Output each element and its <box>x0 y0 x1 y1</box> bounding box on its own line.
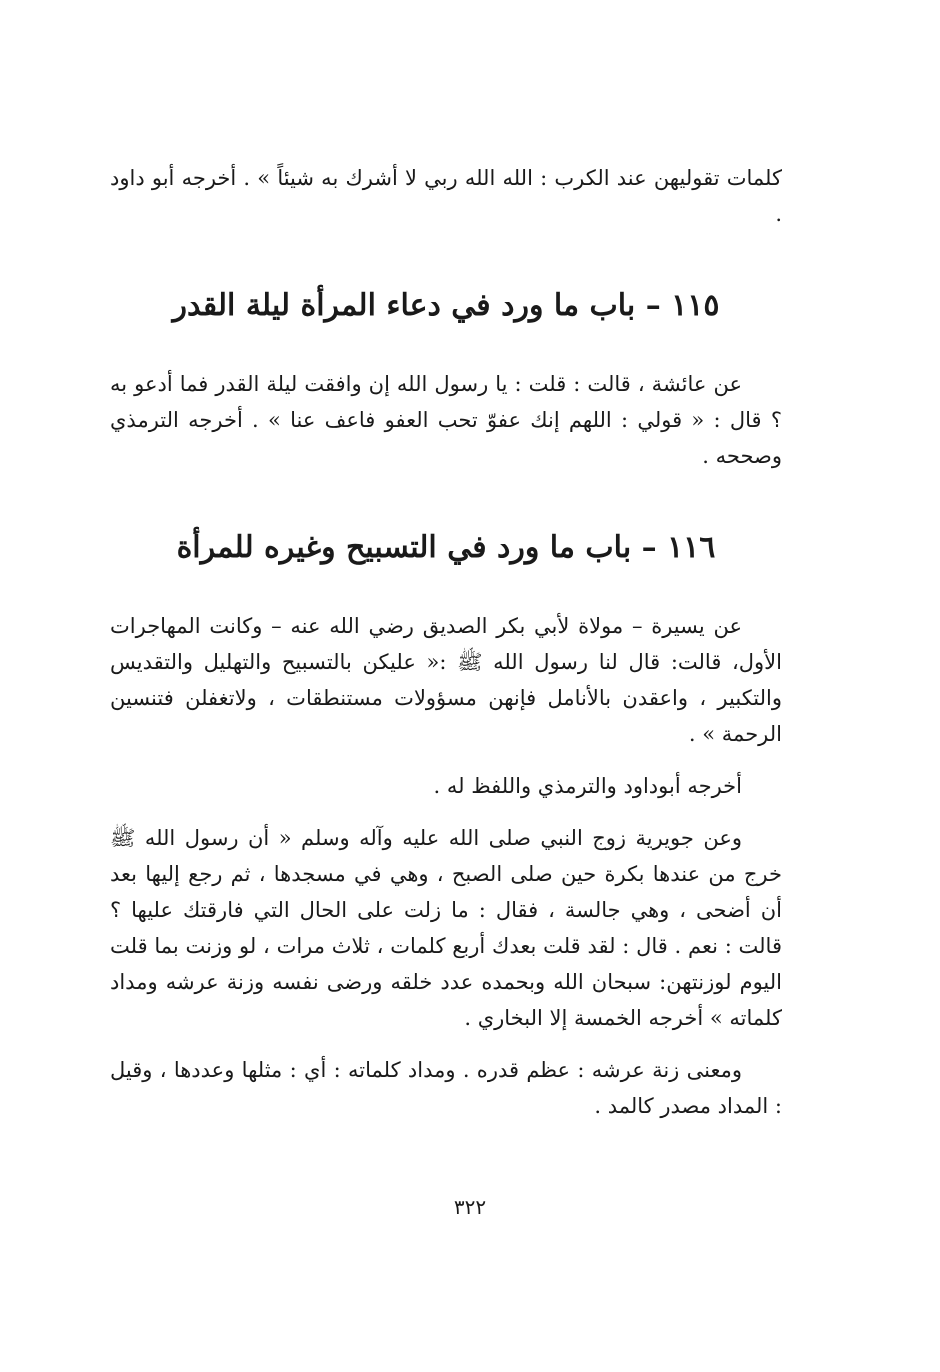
section-115-paragraph: عن عائشة ، قالت : قلت : يا رسول الله إن وافقت ليلة القدر فما أدعو به ؟ قال : « قولي : اللهم إنك عفوّ تحب العفو فاعف عنا » . أخرجه الترمذي وصححه . <box>110 372 782 468</box>
section-115-heading: ١١٥ – باب ما ورد في دعاء المرأة ليلة القدر <box>172 288 720 323</box>
section-116-paragraph-2: أخرجه أبوداود والترمذي واللفظ له . <box>433 774 742 798</box>
section-116-heading: ١١٦ – باب ما ورد في التسبيح وغيره للمرأة <box>176 530 716 565</box>
spacer <box>110 1036 782 1052</box>
spacer <box>110 328 782 366</box>
section-116-paragraph-1: عن يسيرة – مولاة لأبي بكر الصديق رضي الله عنه – وكانت المهاجرات الأول، قالت: قال لنا رسول الله ﷺ :« عليكن بالتسبيح والتهليل والتقديس والتكبير ، واعقدن بالأنامل فإنهن مسؤولات مستنطقات ، ولاتغفلن فتنسين الرحمة » . <box>110 614 782 746</box>
spacer <box>110 474 782 526</box>
spacer <box>110 570 782 608</box>
page-content <box>110 160 782 1124</box>
intro-paragraph: كلمات تقوليهن عند الكرب : الله الله ربي لا أشرك به شيئاً » . أخرجه أبو داود . <box>110 166 782 226</box>
section-116-paragraph-3: وعن جويرية زوج النبي صلى الله عليه وآله وسلم « أن رسول الله ﷺ خرج من عندها بكرة حين صلى الصبح ، وهي في مسجدها ، ثم رجع إليها بعد أن أضحى ، وهي جالسة ، فقال : ما زلت على الحال التي فارقتك عليها ؟ قالت : نعم . قال : لقد قلت بعدك أربع كلمات ، ثلاث مرات ، لو وزنت بما قلت اليوم لوزنتهن: سبحان الله وبحمده عدد خلقه ورضى نفسه وزنة عرشه ومداد كلماته » أخرجه الخمسة إلا البخاري . <box>110 826 782 1030</box>
spacer <box>110 752 782 768</box>
spacer <box>110 232 782 284</box>
spacer <box>110 804 782 820</box>
section-116-paragraph-4: ومعنى زنة عرشه : عظم قدره . ومداد كلماته : أي : مثلها وعددها ، وقيل : المداد مصدر كالمد . <box>110 1058 782 1118</box>
page-number: ٣٢٢ <box>453 1195 487 1219</box>
